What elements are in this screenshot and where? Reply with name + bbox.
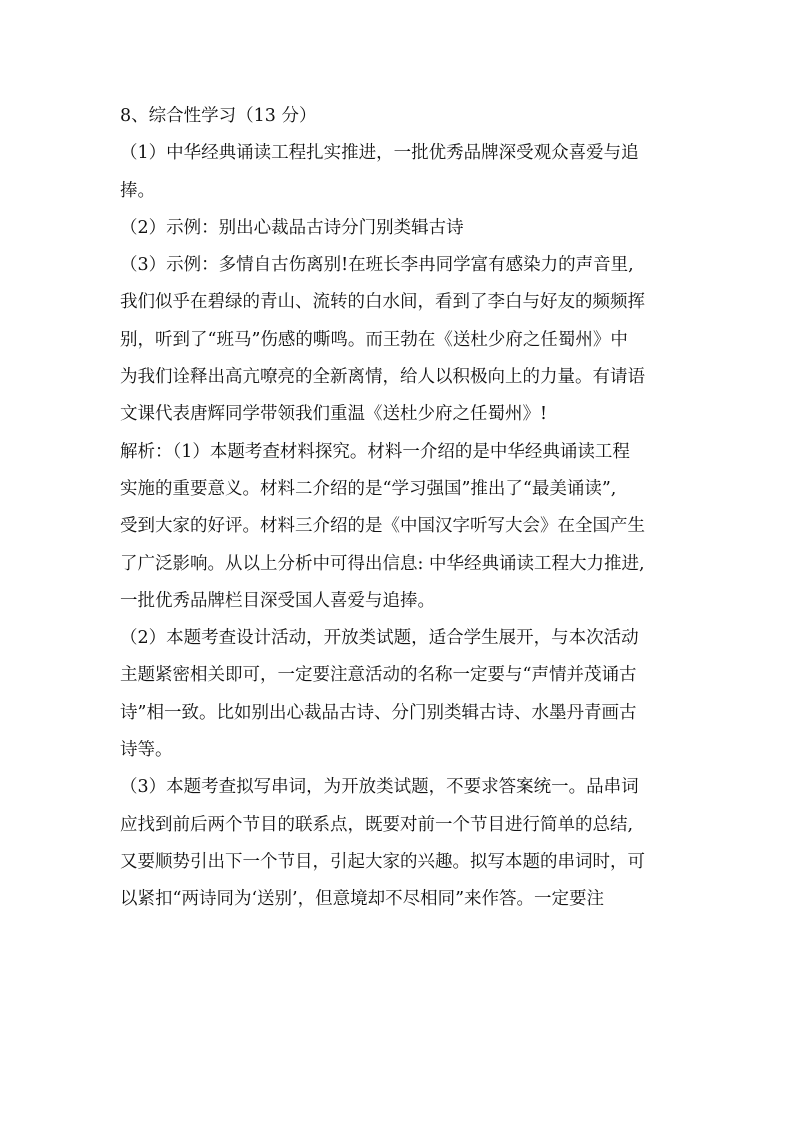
answer-3-line-2: 我们似乎在碧绿的青山、流转的白水间，看到了李白与好友的频频挥 xyxy=(120,292,645,313)
answer-3-line-1: （3）示例：多情自古伤离别!在班长李冉同学富有感染力的声音里, xyxy=(120,255,634,276)
analysis-1-line-5: 一批优秀品牌栏目深受国人喜爱与追捧。 xyxy=(120,590,435,611)
analysis-3-line-4: 以紧扣“两诗同为‘送别’，但意境却不尽相同”来作答。一定要注 xyxy=(120,889,605,910)
answer-3-line-5: 文课代表唐辉同学带领我们重温《送杜少府之任蜀州》! xyxy=(120,404,548,425)
document-body xyxy=(120,98,680,919)
analysis-1-line-2: 实施的重要意义。材料二介绍的是“学习强国”推出了“最美诵读”, xyxy=(120,478,617,499)
analysis-3-line-1: （3）本题考查拟写串词，为开放类试题，不要求答案统一。品串词 xyxy=(120,777,639,798)
section-heading: 8、综合性学习（13 分） xyxy=(120,106,317,126)
analysis-1-line-3: 受到大家的好评。材料三介绍的是《中国汉字听写大会》在全国产生 xyxy=(120,516,645,537)
analysis-2-line-1: （2）本题考查设计活动，开放类试题，适合学生展开，与本次活动 xyxy=(120,628,639,649)
answer-1-line-1: （1）中华经典诵读工程扎实推进，一批优秀品牌深受观众喜爱与追 xyxy=(120,143,639,164)
analysis-1-line-4: 了广泛影响。从以上分析中可得出信息: 中华经典诵读工程大力推进, xyxy=(120,553,645,574)
analysis-3-line-3: 又要顺势引出下一个节目，引起大家的兴趣。拟写本题的串词时，可 xyxy=(120,851,645,872)
analysis-1-line-1: 解析：（1）本题考查材料探究。材料一介绍的是中华经典诵读工程 xyxy=(120,441,630,462)
analysis-2-line-3: 诗”相一致。比如别出心裁品古诗、分门别类辑古诗、水墨丹青画古 xyxy=(120,702,637,723)
answer-3-line-4: 为我们诠释出高亢嘹亮的全新离情，给人以积极向上的力量。有请语 xyxy=(120,367,645,388)
answer-1-line-2: 捧。 xyxy=(120,180,155,201)
answer-2-line-1: （2）示例：别出心裁品古诗分门别类辑古诗 xyxy=(120,217,464,238)
analysis-2-line-4: 诗等。 xyxy=(120,740,173,761)
answer-3-line-3: 别，听到了“班马”伤感的嘶鸣。而王勃在《送杜少府之任蜀州》中 xyxy=(120,329,628,350)
analysis-2-line-2: 主题紧密相关即可，一定要注意活动的名称一定要与“声情并茂诵古 xyxy=(120,665,637,686)
analysis-3-line-2: 应找到前后两个节目的联系点，既要对前一个节目进行简单的总结, xyxy=(120,814,634,835)
